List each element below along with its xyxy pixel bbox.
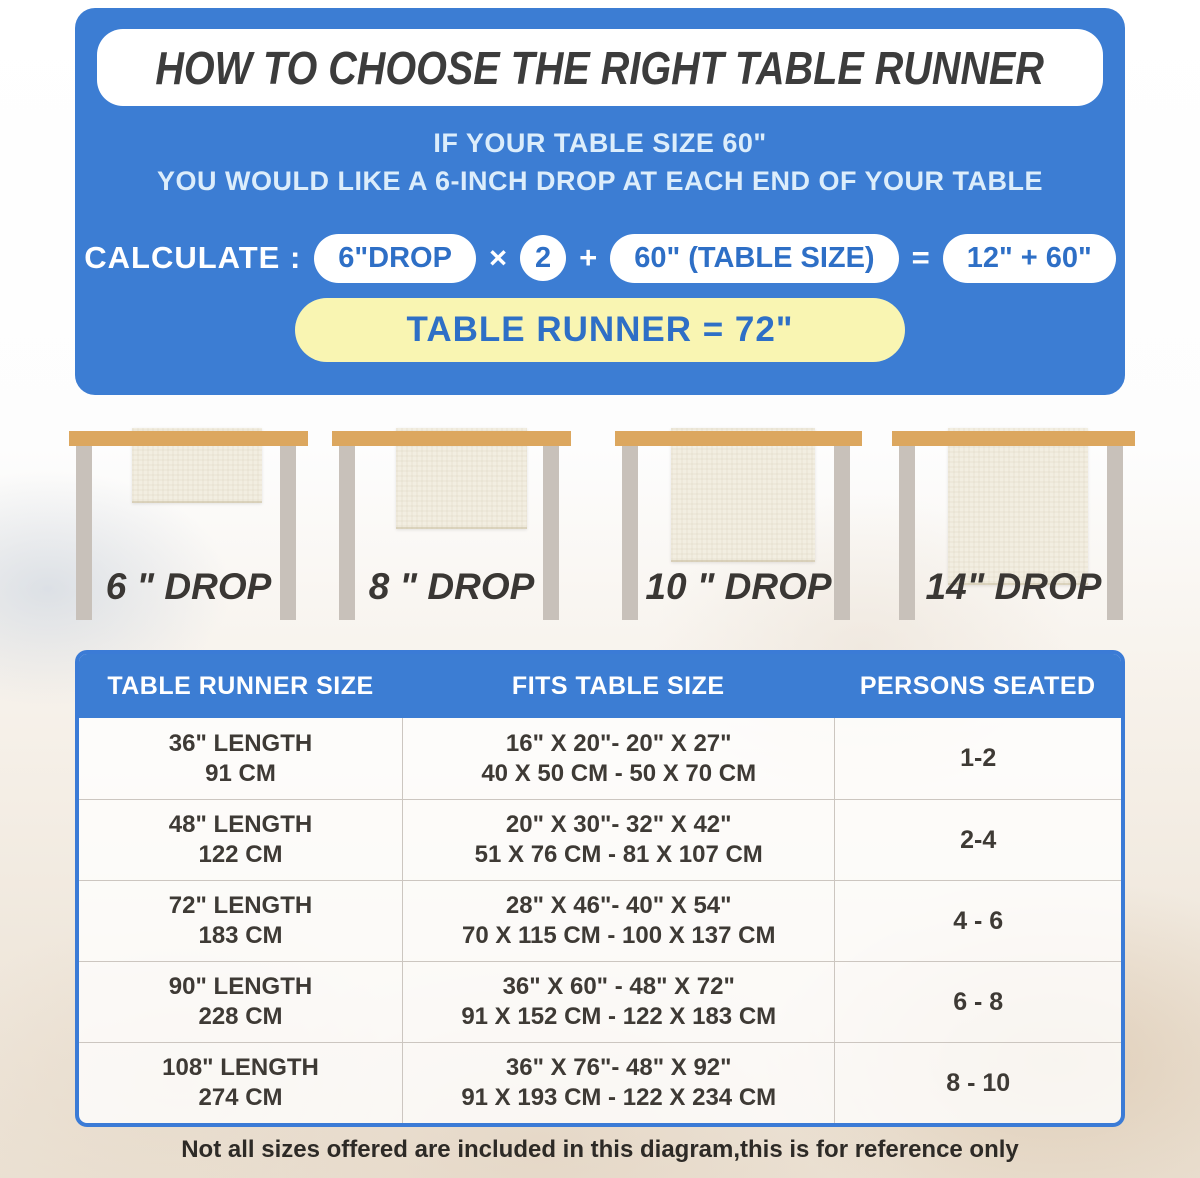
plus-operator: +: [579, 240, 598, 275]
table-row: [79, 718, 1121, 799]
runner-length-cm: 122 CM: [198, 841, 283, 868]
sum-pill: 12" + 60": [943, 234, 1116, 283]
drop-label: 6 " DROP: [105, 566, 272, 607]
table-runner-graphic: [948, 428, 1088, 585]
persons-cell: [834, 1043, 1121, 1123]
subtitle-line-2: YOU WOULD LIKE A 6-INCH DROP AT EACH END OF YOUR TABLE: [156, 166, 1044, 196]
result-pill: TABLE RUNNER = 72": [295, 298, 905, 362]
table-row: [79, 961, 1121, 1042]
runner-length-cm: 274 CM: [198, 1084, 283, 1111]
fits-size-in: 36" X 76"- 48" X 92": [505, 1054, 732, 1081]
table-row: [79, 880, 1121, 961]
persons-value: 8 - 10: [946, 1068, 1011, 1097]
tabletop-graphic: [892, 431, 1135, 446]
runner-length-in: 48" LENGTH: [168, 811, 313, 838]
table-size-pill: 60" (TABLE SIZE): [610, 234, 898, 283]
equals-operator: =: [911, 240, 930, 275]
fits-size-cell: [402, 962, 834, 1042]
drop-illustration-10: [615, 428, 862, 628]
header-persons-seated: PERSONS SEATED: [859, 671, 1096, 700]
header-runner-size: TABLE RUNNER SIZE: [107, 671, 374, 700]
runner-size-cell: [79, 962, 402, 1042]
drop-value-pill: 6"DROP: [314, 234, 476, 283]
fits-size-in: 36" X 60" - 48" X 72": [502, 973, 735, 1000]
persons-cell: [834, 881, 1121, 961]
fits-size-cell: [402, 881, 834, 961]
drop-label: 10 " DROP: [645, 566, 832, 607]
multiplier-pill: 2: [520, 235, 566, 281]
drop-label: 14" DROP: [925, 566, 1102, 607]
calculation-row: [75, 234, 1125, 282]
tabletop-graphic: [332, 431, 571, 446]
drop-label: 8 " DROP: [368, 566, 535, 607]
runner-length-cm: 228 CM: [198, 1003, 283, 1030]
persons-value: 6 - 8: [953, 987, 1004, 1016]
runner-size-cell: [79, 1043, 402, 1123]
persons-value: 1-2: [960, 744, 997, 772]
fits-size-cm: 51 X 76 CM - 81 X 107 CM: [474, 841, 763, 868]
fits-size-cell: [402, 800, 834, 880]
runner-length-in: 108" LENGTH: [162, 1054, 319, 1081]
page-title: HOW TO CHOOSE THE RIGHT TABLE RUNNER: [155, 41, 1045, 94]
header-fits-table-size: FITS TABLE SIZE: [511, 671, 725, 700]
title-banner: [97, 29, 1103, 106]
drop-illustration-6: [69, 428, 308, 628]
fits-size-in: 16" X 20"- 20" X 27": [505, 729, 732, 757]
table-runner-graphic: [671, 428, 815, 562]
persons-value: 4 - 6: [953, 906, 1004, 935]
table-row: [79, 1042, 1121, 1123]
runner-size-cell: [79, 881, 402, 961]
fits-size-cm: 91 X 193 CM - 122 X 234 CM: [461, 1084, 777, 1111]
tabletop-graphic: [615, 431, 862, 446]
fits-size-cm: 70 X 115 CM - 100 X 137 CM: [461, 922, 776, 949]
fits-size-cell: [402, 1043, 834, 1123]
runner-length-in: 72" LENGTH: [168, 892, 313, 919]
fits-size-cm: 40 X 50 CM - 50 X 70 CM: [481, 759, 757, 787]
fits-size-cell: [402, 718, 834, 799]
runner-length-cm: 183 CM: [198, 922, 283, 949]
persons-cell: [834, 800, 1121, 880]
persons-cell: [834, 962, 1121, 1042]
fits-size-in: 28" X 46"- 40" X 54": [505, 892, 732, 919]
runner-length-cm: 91 CM: [205, 759, 276, 787]
runner-length-in: 36" LENGTH: [168, 729, 313, 757]
subtitle-line-1: IF YOUR TABLE SIZE 60": [433, 128, 767, 158]
drop-illustration-8: [332, 428, 571, 628]
header-panel: [75, 8, 1125, 395]
drop-illustration-14: [892, 428, 1135, 628]
size-chart-table: [75, 650, 1125, 1127]
calculate-label: CALCULATE :: [84, 240, 302, 275]
size-chart-header: [79, 654, 1121, 718]
persons-value: 2-4: [960, 825, 997, 854]
runner-size-cell: [79, 800, 402, 880]
runner-length-in: 90" LENGTH: [168, 973, 313, 1000]
fits-size-cm: 91 X 152 CM - 122 X 183 CM: [461, 1003, 777, 1030]
fits-size-in: 20" X 30"- 32" X 42": [505, 811, 732, 838]
persons-cell: [834, 718, 1121, 799]
times-operator: ×: [488, 240, 508, 275]
runner-size-cell: [79, 718, 402, 799]
table-row: [79, 799, 1121, 880]
reference-footnote: Not all sizes offered are included in this diagram,this is for reference only: [181, 1136, 1019, 1163]
tabletop-graphic: [69, 431, 308, 446]
